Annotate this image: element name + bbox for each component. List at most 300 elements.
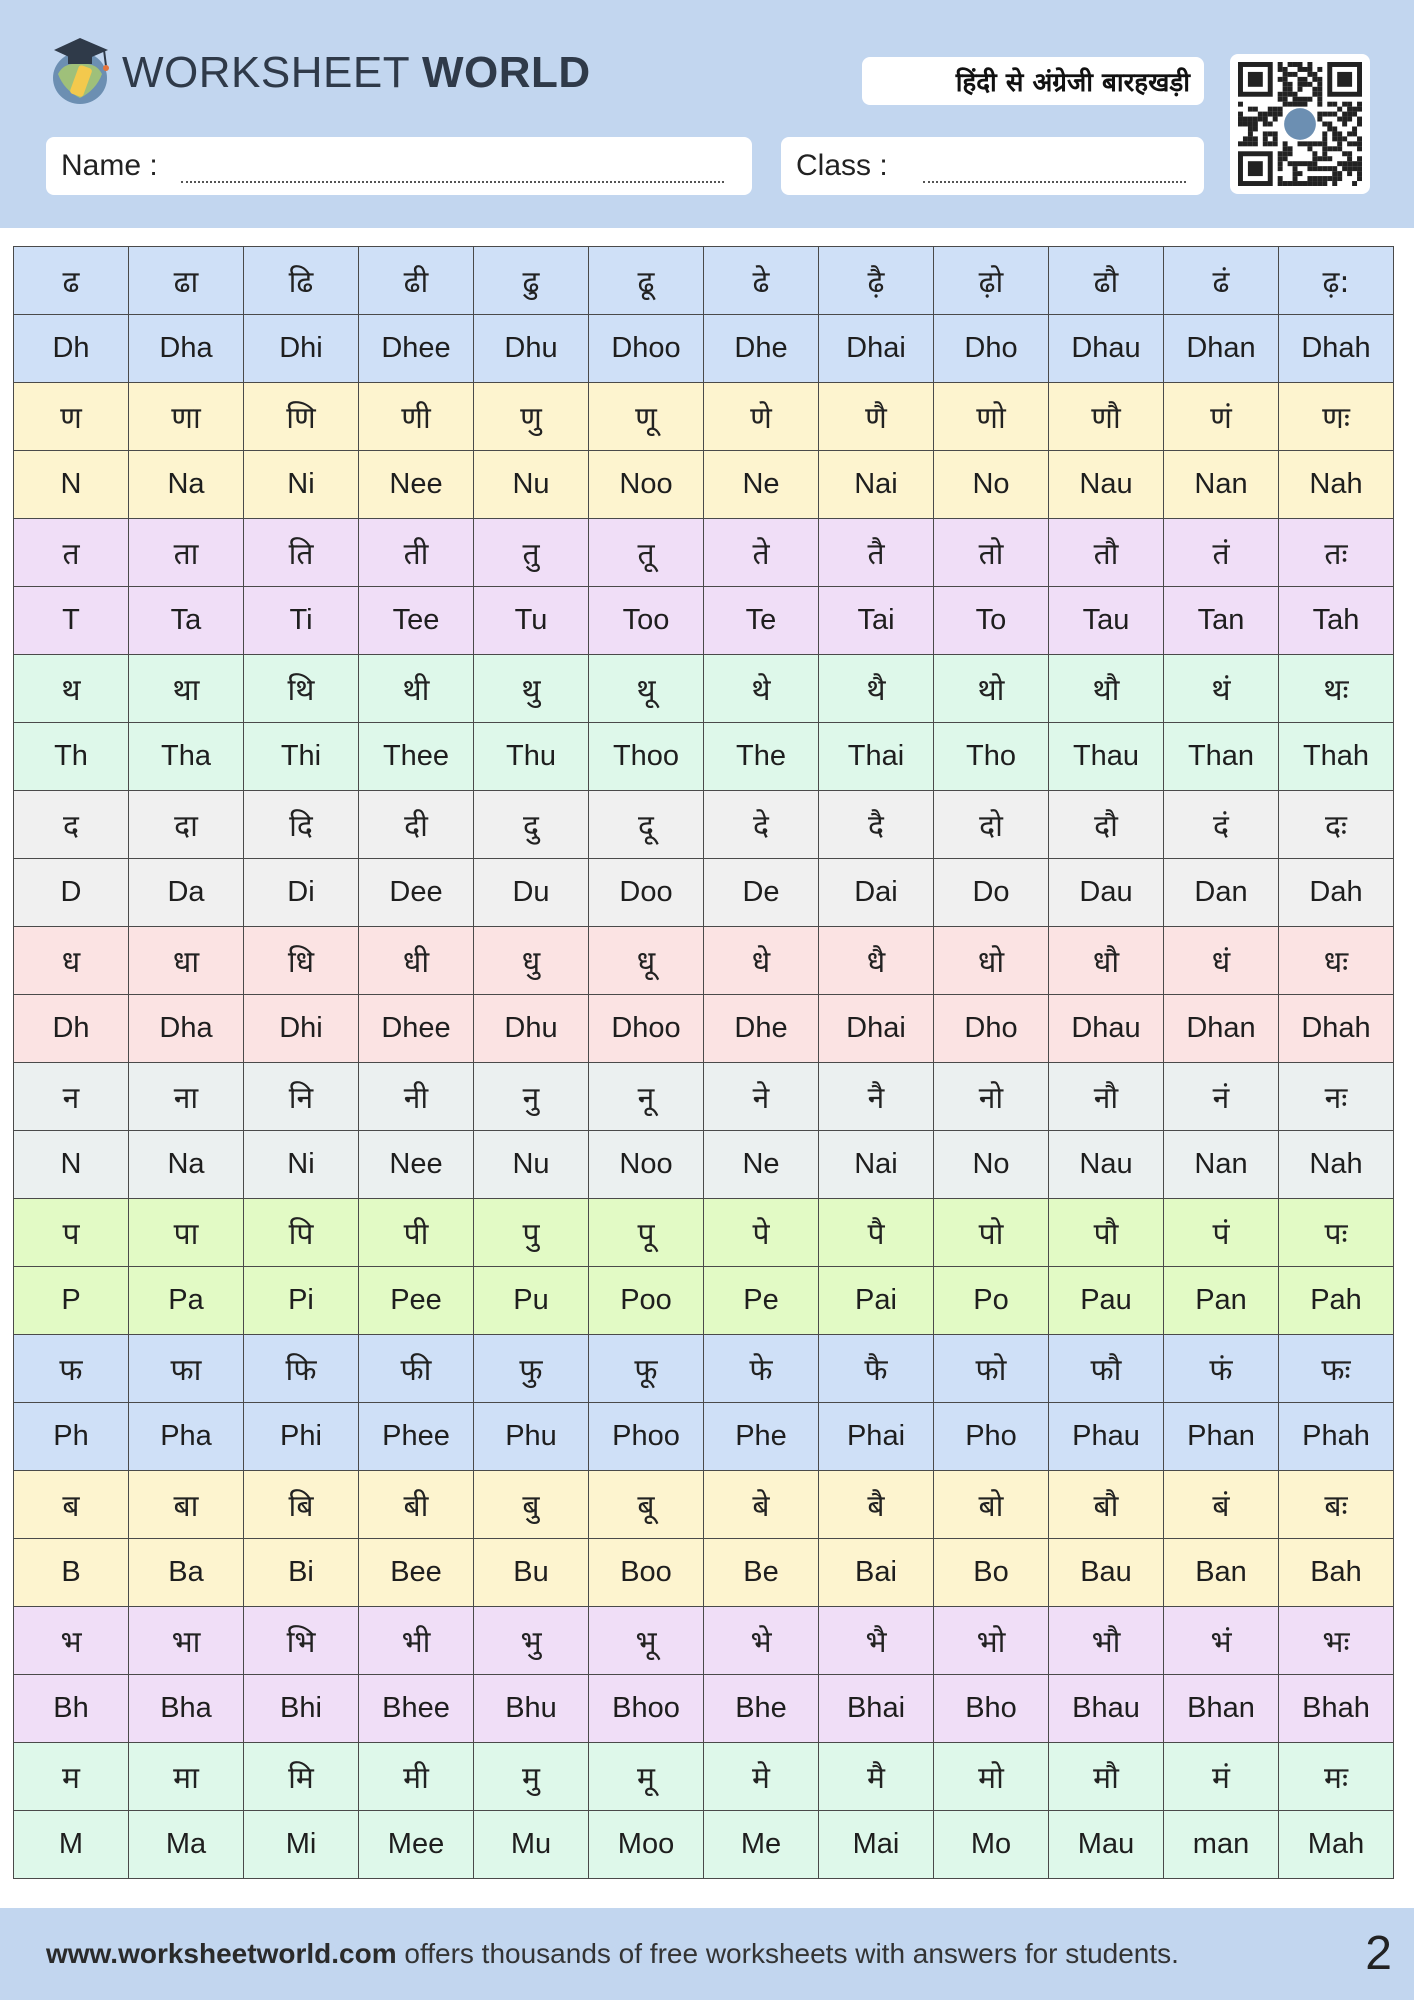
english-syllable-cell: Tan (1164, 587, 1279, 655)
english-syllable-cell: Thi (244, 723, 359, 791)
hindi-syllable-cell: मि (244, 1743, 359, 1811)
table-row (14, 859, 1394, 927)
english-syllable-cell: Dhee (359, 315, 474, 383)
english-syllable-cell: Moo (589, 1811, 704, 1879)
english-syllable-cell: Tai (819, 587, 934, 655)
english-syllable-cell: Pho (934, 1403, 1049, 1471)
footer-message: offers thousands of free worksheets with answers for students. (396, 1938, 1179, 1969)
english-syllable-cell: Dhi (244, 315, 359, 383)
hindi-syllable-cell: बू (589, 1471, 704, 1539)
english-syllable-cell: Nee (359, 451, 474, 519)
english-syllable-cell: Ba (129, 1539, 244, 1607)
table-row (14, 791, 1394, 859)
english-syllable-cell: Phah (1279, 1403, 1394, 1471)
english-syllable-cell: T (14, 587, 129, 655)
hindi-syllable-cell: दू (589, 791, 704, 859)
worksheet-title: हिंदी से अंग्रेजी बारहखड़ी (862, 57, 1204, 105)
hindi-syllable-cell: णे (704, 383, 819, 451)
english-syllable-cell: Dee (359, 859, 474, 927)
hindi-syllable-cell: ढौ (1049, 247, 1164, 315)
table-row (14, 1675, 1394, 1743)
hindi-syllable-cell: बः (1279, 1471, 1394, 1539)
hindi-syllable-cell: मा (129, 1743, 244, 1811)
hindi-syllable-cell: पौ (1049, 1199, 1164, 1267)
footer-text (46, 1938, 1179, 1970)
hindi-syllable-cell: ब (14, 1471, 129, 1539)
english-syllable-cell: Nau (1049, 451, 1164, 519)
english-syllable-cell: Ni (244, 451, 359, 519)
hindi-syllable-cell: ढि (244, 247, 359, 315)
hindi-syllable-cell: फा (129, 1335, 244, 1403)
english-syllable-cell: Du (474, 859, 589, 927)
table-row (14, 995, 1394, 1063)
english-syllable-cell: Mu (474, 1811, 589, 1879)
hindi-syllable-cell: धी (359, 927, 474, 995)
english-syllable-cell: Dhoo (589, 315, 704, 383)
table-row (14, 587, 1394, 655)
hindi-syllable-cell: नौ (1049, 1063, 1164, 1131)
hindi-syllable-cell: थः (1279, 655, 1394, 723)
hindi-syllable-cell: पं (1164, 1199, 1279, 1267)
brand-name (122, 48, 591, 98)
table-row (14, 519, 1394, 587)
hindi-syllable-cell: पः (1279, 1199, 1394, 1267)
english-syllable-cell: Dh (14, 995, 129, 1063)
english-syllable-cell: Do (934, 859, 1049, 927)
name-field[interactable] (46, 137, 752, 195)
english-syllable-cell: Bh (14, 1675, 129, 1743)
hindi-syllable-cell: णो (934, 383, 1049, 451)
english-syllable-cell: Ti (244, 587, 359, 655)
table-row (14, 451, 1394, 519)
english-syllable-cell: Dhan (1164, 315, 1279, 383)
hindi-syllable-cell: ण (14, 383, 129, 451)
hindi-syllable-cell: भा (129, 1607, 244, 1675)
hindi-syllable-cell: बै (819, 1471, 934, 1539)
english-syllable-cell: Phau (1049, 1403, 1164, 1471)
hindi-syllable-cell: पै (819, 1199, 934, 1267)
english-syllable-cell: Dhoo (589, 995, 704, 1063)
table-row (14, 723, 1394, 791)
english-syllable-cell: Bah (1279, 1539, 1394, 1607)
english-syllable-cell: Noo (589, 1131, 704, 1199)
hindi-syllable-cell: ति (244, 519, 359, 587)
hindi-syllable-cell: फौ (1049, 1335, 1164, 1403)
hindi-syllable-cell: नि (244, 1063, 359, 1131)
hindi-syllable-cell: बि (244, 1471, 359, 1539)
hindi-syllable-cell: भू (589, 1607, 704, 1675)
hindi-syllable-cell: पू (589, 1199, 704, 1267)
hindi-syllable-cell: तू (589, 519, 704, 587)
hindi-syllable-cell: धि (244, 927, 359, 995)
hindi-syllable-cell: दु (474, 791, 589, 859)
header-band (0, 0, 1414, 228)
hindi-syllable-cell: ढू (589, 247, 704, 315)
english-syllable-cell: Na (129, 451, 244, 519)
english-syllable-cell: Bai (819, 1539, 934, 1607)
english-syllable-cell: Pha (129, 1403, 244, 1471)
hindi-syllable-cell: नी (359, 1063, 474, 1131)
english-syllable-cell: Poo (589, 1267, 704, 1335)
hindi-syllable-cell: ना (129, 1063, 244, 1131)
hindi-syllable-cell: मू (589, 1743, 704, 1811)
english-syllable-cell: Pi (244, 1267, 359, 1335)
english-syllable-cell: Dho (934, 995, 1049, 1063)
hindi-syllable-cell: धः (1279, 927, 1394, 995)
hindi-syllable-cell: तो (934, 519, 1049, 587)
name-label: Name : (61, 149, 158, 182)
hindi-syllable-cell: तु (474, 519, 589, 587)
english-syllable-cell: B (14, 1539, 129, 1607)
hindi-syllable-cell: धे (704, 927, 819, 995)
english-syllable-cell: Noo (589, 451, 704, 519)
hindi-syllable-cell: था (129, 655, 244, 723)
hindi-syllable-cell: ढा (129, 247, 244, 315)
hindi-syllable-cell: थि (244, 655, 359, 723)
hindi-syllable-cell: बु (474, 1471, 589, 1539)
hindi-syllable-cell: फी (359, 1335, 474, 1403)
hindi-syllable-cell: थौ (1049, 655, 1164, 723)
english-syllable-cell: Th (14, 723, 129, 791)
english-syllable-cell: Na (129, 1131, 244, 1199)
hindi-syllable-cell: णु (474, 383, 589, 451)
english-syllable-cell: Ta (129, 587, 244, 655)
hindi-syllable-cell: बा (129, 1471, 244, 1539)
english-syllable-cell: Phi (244, 1403, 359, 1471)
hindi-syllable-cell: फि (244, 1335, 359, 1403)
hindi-syllable-cell: दः (1279, 791, 1394, 859)
english-syllable-cell: Thau (1049, 723, 1164, 791)
hindi-syllable-cell: ढी (359, 247, 474, 315)
hindi-syllable-cell: धं (1164, 927, 1279, 995)
english-syllable-cell: Dah (1279, 859, 1394, 927)
hindi-syllable-cell: थी (359, 655, 474, 723)
hindi-syllable-cell: पि (244, 1199, 359, 1267)
hindi-syllable-cell: णू (589, 383, 704, 451)
english-syllable-cell: Nai (819, 451, 934, 519)
hindi-syllable-cell: ढ़: (1279, 247, 1394, 315)
hindi-syllable-cell: भः (1279, 1607, 1394, 1675)
table-row (14, 247, 1394, 315)
english-syllable-cell: Dhu (474, 315, 589, 383)
hindi-syllable-cell: थो (934, 655, 1049, 723)
hindi-syllable-cell: थं (1164, 655, 1279, 723)
table-row (14, 1335, 1394, 1403)
hindi-syllable-cell: फै (819, 1335, 934, 1403)
hindi-syllable-cell: णः (1279, 383, 1394, 451)
table-row (14, 1267, 1394, 1335)
english-syllable-cell: Pai (819, 1267, 934, 1335)
english-syllable-cell: Ban (1164, 1539, 1279, 1607)
table-row (14, 383, 1394, 451)
english-syllable-cell: Dhee (359, 995, 474, 1063)
hindi-syllable-cell: भे (704, 1607, 819, 1675)
brand-bold: WORLD (422, 48, 591, 97)
hindi-syllable-cell: पो (934, 1199, 1049, 1267)
english-syllable-cell: Thah (1279, 723, 1394, 791)
hindi-syllable-cell: दा (129, 791, 244, 859)
english-syllable-cell: Ne (704, 451, 819, 519)
english-syllable-cell: Ma (129, 1811, 244, 1879)
english-syllable-cell: Mai (819, 1811, 934, 1879)
hindi-syllable-cell: फे (704, 1335, 819, 1403)
hindi-syllable-cell: नु (474, 1063, 589, 1131)
english-syllable-cell: Ni (244, 1131, 359, 1199)
english-syllable-cell: Bee (359, 1539, 474, 1607)
hindi-syllable-cell: भं (1164, 1607, 1279, 1675)
hindi-syllable-cell: मी (359, 1743, 474, 1811)
english-syllable-cell: Tha (129, 723, 244, 791)
hindi-syllable-cell: मः (1279, 1743, 1394, 1811)
english-syllable-cell: Pee (359, 1267, 474, 1335)
hindi-syllable-cell: ढु (474, 247, 589, 315)
english-syllable-cell: Too (589, 587, 704, 655)
table-row (14, 1131, 1394, 1199)
english-syllable-cell: Bu (474, 1539, 589, 1607)
hindi-syllable-cell: मं (1164, 1743, 1279, 1811)
english-syllable-cell: Tee (359, 587, 474, 655)
hindi-syllable-cell: ते (704, 519, 819, 587)
hindi-syllable-cell: णा (129, 383, 244, 451)
hindi-syllable-cell: नो (934, 1063, 1049, 1131)
english-syllable-cell: Di (244, 859, 359, 927)
english-syllable-cell: Bhai (819, 1675, 934, 1743)
english-syllable-cell: Mau (1049, 1811, 1164, 1879)
hindi-syllable-cell: धै (819, 927, 934, 995)
english-syllable-cell: Ne (704, 1131, 819, 1199)
hindi-syllable-cell: भै (819, 1607, 934, 1675)
hindi-syllable-cell: थै (819, 655, 934, 723)
hindi-syllable-cell: ती (359, 519, 474, 587)
english-syllable-cell: Dhu (474, 995, 589, 1063)
english-syllable-cell: Thee (359, 723, 474, 791)
english-syllable-cell: Bhoo (589, 1675, 704, 1743)
english-syllable-cell: Pu (474, 1267, 589, 1335)
hindi-syllable-cell: धौ (1049, 927, 1164, 995)
hindi-syllable-cell: तः (1279, 519, 1394, 587)
hindi-syllable-cell: ने (704, 1063, 819, 1131)
hindi-syllable-cell: पी (359, 1199, 474, 1267)
name-line (181, 181, 724, 183)
english-syllable-cell: No (934, 1131, 1049, 1199)
class-line (923, 181, 1186, 183)
hindi-syllable-cell: धू (589, 927, 704, 995)
hindi-syllable-cell: मै (819, 1743, 934, 1811)
english-syllable-cell: Da (129, 859, 244, 927)
english-syllable-cell: Nah (1279, 1131, 1394, 1199)
english-syllable-cell: Phu (474, 1403, 589, 1471)
hindi-syllable-cell: फ (14, 1335, 129, 1403)
hindi-syllable-cell: थू (589, 655, 704, 723)
hindi-syllable-cell: ध (14, 927, 129, 995)
hindi-syllable-cell: पे (704, 1199, 819, 1267)
english-syllable-cell: Thoo (589, 723, 704, 791)
class-field[interactable] (781, 137, 1204, 195)
english-syllable-cell: Bi (244, 1539, 359, 1607)
english-syllable-cell: Boo (589, 1539, 704, 1607)
english-syllable-cell: Nau (1049, 1131, 1164, 1199)
hindi-syllable-cell: तै (819, 519, 934, 587)
hindi-syllable-cell: दै (819, 791, 934, 859)
english-syllable-cell: Dho (934, 315, 1049, 383)
english-syllable-cell: Dha (129, 315, 244, 383)
footer-url[interactable]: www.worksheetworld.com (46, 1938, 397, 1969)
hindi-syllable-cell: ढे (704, 247, 819, 315)
english-syllable-cell: Te (704, 587, 819, 655)
english-syllable-cell: Nan (1164, 1131, 1279, 1199)
hindi-syllable-cell: णौ (1049, 383, 1164, 451)
hindi-syllable-cell: थे (704, 655, 819, 723)
english-syllable-cell: Dhi (244, 995, 359, 1063)
english-syllable-cell: M (14, 1811, 129, 1879)
footer-band (0, 1908, 1414, 2000)
english-syllable-cell: Phe (704, 1403, 819, 1471)
hindi-syllable-cell: म (14, 1743, 129, 1811)
worksheet-world-logo-icon (44, 32, 116, 106)
english-syllable-cell: man (1164, 1811, 1279, 1879)
english-syllable-cell: N (14, 1131, 129, 1199)
hindi-syllable-cell: तं (1164, 519, 1279, 587)
english-syllable-cell: Than (1164, 723, 1279, 791)
english-syllable-cell: Dau (1049, 859, 1164, 927)
hindi-syllable-cell: फू (589, 1335, 704, 1403)
table-row (14, 1063, 1394, 1131)
hindi-syllable-cell: ढ़ै (819, 247, 934, 315)
hindi-syllable-cell: बौ (1049, 1471, 1164, 1539)
english-syllable-cell: Phai (819, 1403, 934, 1471)
hindi-syllable-cell: भ (14, 1607, 129, 1675)
english-syllable-cell: Mi (244, 1811, 359, 1879)
english-syllable-cell: To (934, 587, 1049, 655)
english-syllable-cell: Be (704, 1539, 819, 1607)
hindi-syllable-cell: फं (1164, 1335, 1279, 1403)
english-syllable-cell: Dhe (704, 315, 819, 383)
english-syllable-cell: Bhee (359, 1675, 474, 1743)
page-number: 2 (1365, 1927, 1392, 1980)
hindi-syllable-cell: मौ (1049, 1743, 1164, 1811)
english-syllable-cell: Nan (1164, 451, 1279, 519)
english-syllable-cell: Thai (819, 723, 934, 791)
qr-code-icon (1230, 54, 1370, 194)
hindi-syllable-cell: न (14, 1063, 129, 1131)
english-syllable-cell: Dhau (1049, 995, 1164, 1063)
hindi-syllable-cell: भो (934, 1607, 1049, 1675)
english-syllable-cell: Dhai (819, 315, 934, 383)
english-syllable-cell: Pau (1049, 1267, 1164, 1335)
torn-paper-edge (0, 205, 1414, 235)
table-row (14, 1403, 1394, 1471)
english-syllable-cell: Pe (704, 1267, 819, 1335)
english-syllable-cell: Dhan (1164, 995, 1279, 1063)
english-syllable-cell: Pa (129, 1267, 244, 1335)
table-row (14, 1471, 1394, 1539)
english-syllable-cell: Dhau (1049, 315, 1164, 383)
hindi-syllable-cell: णं (1164, 383, 1279, 451)
english-syllable-cell: Tu (474, 587, 589, 655)
english-syllable-cell: No (934, 451, 1049, 519)
english-syllable-cell: Bho (934, 1675, 1049, 1743)
hindi-syllable-cell: दी (359, 791, 474, 859)
hindi-syllable-cell: नू (589, 1063, 704, 1131)
brand-light: WORKSHEET (122, 48, 410, 97)
english-syllable-cell: Tah (1279, 587, 1394, 655)
english-syllable-cell: Nah (1279, 451, 1394, 519)
hindi-syllable-cell: तौ (1049, 519, 1164, 587)
hindi-syllable-cell: नं (1164, 1063, 1279, 1131)
english-syllable-cell: Bhi (244, 1675, 359, 1743)
english-syllable-cell: Phoo (589, 1403, 704, 1471)
english-syllable-cell: Mee (359, 1811, 474, 1879)
english-syllable-cell: P (14, 1267, 129, 1335)
english-syllable-cell: Dh (14, 315, 129, 383)
hindi-syllable-cell: भि (244, 1607, 359, 1675)
english-syllable-cell: Me (704, 1811, 819, 1879)
english-syllable-cell: Bhu (474, 1675, 589, 1743)
english-syllable-cell: Bha (129, 1675, 244, 1743)
hindi-syllable-cell: मे (704, 1743, 819, 1811)
hindi-syllable-cell: धा (129, 927, 244, 995)
table-row (14, 1607, 1394, 1675)
class-label: Class : (796, 149, 888, 182)
english-syllable-cell: Bhan (1164, 1675, 1279, 1743)
hindi-syllable-cell: मो (934, 1743, 1049, 1811)
hindi-syllable-cell: दौ (1049, 791, 1164, 859)
hindi-syllable-cell: बं (1164, 1471, 1279, 1539)
hindi-syllable-cell: भु (474, 1607, 589, 1675)
hindi-syllable-cell: थु (474, 655, 589, 723)
hindi-syllable-cell: बी (359, 1471, 474, 1539)
english-syllable-cell: D (14, 859, 129, 927)
english-syllable-cell: Dhai (819, 995, 934, 1063)
hindi-syllable-cell: बो (934, 1471, 1049, 1539)
english-syllable-cell: Bo (934, 1539, 1049, 1607)
hindi-syllable-cell: भौ (1049, 1607, 1164, 1675)
hindi-syllable-cell: ढं (1164, 247, 1279, 315)
table-row (14, 1539, 1394, 1607)
english-syllable-cell: Po (934, 1267, 1049, 1335)
english-syllable-cell: Nai (819, 1131, 934, 1199)
hindi-syllable-cell: फु (474, 1335, 589, 1403)
english-syllable-cell: Doo (589, 859, 704, 927)
table-row (14, 315, 1394, 383)
english-syllable-cell: Dhah (1279, 995, 1394, 1063)
qr-code-box[interactable] (1230, 54, 1370, 194)
english-syllable-cell: Bhah (1279, 1675, 1394, 1743)
english-syllable-cell: Dha (129, 995, 244, 1063)
english-syllable-cell: Bau (1049, 1539, 1164, 1607)
english-syllable-cell: N (14, 451, 129, 519)
hindi-syllable-cell: फः (1279, 1335, 1394, 1403)
hindi-syllable-cell: थ (14, 655, 129, 723)
hindi-syllable-cell: दं (1164, 791, 1279, 859)
english-syllable-cell: De (704, 859, 819, 927)
english-syllable-cell: Nu (474, 451, 589, 519)
hindi-syllable-cell: नै (819, 1063, 934, 1131)
hindi-syllable-cell: णी (359, 383, 474, 451)
table-row (14, 1199, 1394, 1267)
english-syllable-cell: Tho (934, 723, 1049, 791)
english-syllable-cell: Phan (1164, 1403, 1279, 1471)
hindi-syllable-cell: ढ़ो (934, 247, 1049, 315)
english-syllable-cell: Dhah (1279, 315, 1394, 383)
hindi-syllable-cell: ता (129, 519, 244, 587)
english-syllable-cell: Dhe (704, 995, 819, 1063)
english-syllable-cell: Dan (1164, 859, 1279, 927)
hindi-syllable-cell: णै (819, 383, 934, 451)
english-syllable-cell: Nu (474, 1131, 589, 1199)
table-row (14, 655, 1394, 723)
english-syllable-cell: Mah (1279, 1811, 1394, 1879)
